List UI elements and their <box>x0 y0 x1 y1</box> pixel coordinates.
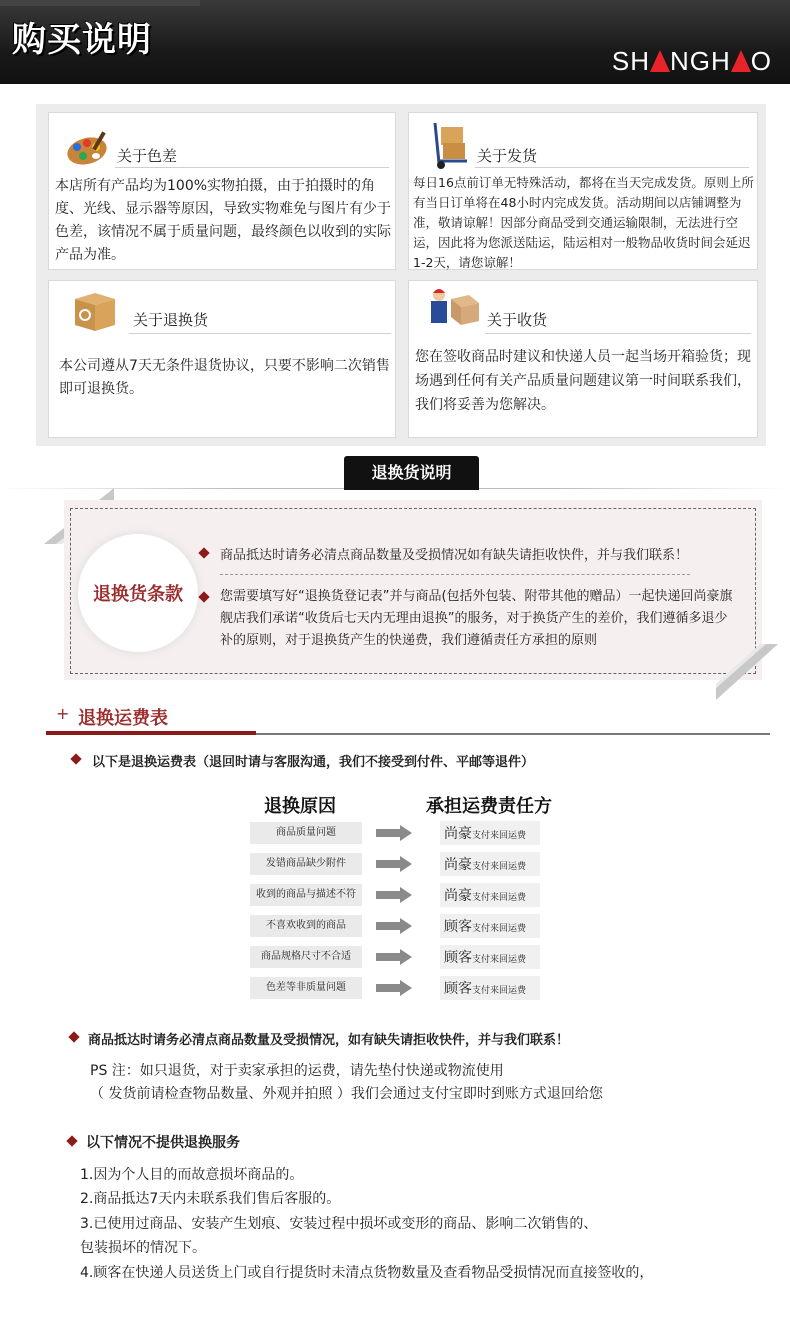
returns-section-tab: 退换货说明 <box>344 456 479 490</box>
fee-reason-cell: 不喜欢收到的商品 <box>250 915 362 937</box>
card-body: 每日16点前订单无特殊活动，都将在当天完成发货。原则上所有当日订单将在48小时内完成发货。活动期间以店铺调整为准，敬请谅解！因部分商品受到交通运输限制，无法进行空运，因此将为您派送陆运，陆运相对一般物品收货时间会延迟1-2天，请您谅解！ <box>413 175 754 270</box>
logo-triangle-icon <box>650 50 670 72</box>
no-service-item: 3.已使用过商品、安装产生划痕、安装过程中损坏或变形的商品、影响二次销售的、 <box>80 1216 598 1232</box>
terms-badge-label: 退换货条款 <box>93 584 183 605</box>
fee-responsible-cell <box>440 976 540 1000</box>
bullet-diamond-icon <box>70 753 81 764</box>
card-title: 关于退换货 <box>133 311 209 329</box>
fee-responsible-cell <box>440 945 540 969</box>
card-title: 关于收货 <box>487 311 548 329</box>
fee-reason-cell: 商品规格尺寸不合适 <box>250 946 362 968</box>
card-body: 本店所有产品均为100%实物拍摄，由于拍摄时的角度、光线、显示器等原因，导致实物难免与图片有少于色差，该情况不属于质量问题，最终颜色以收到的实际产品为准。 <box>55 178 391 263</box>
header-banner <box>0 0 790 84</box>
page-title: 购买说明 <box>12 20 152 60</box>
fee-reason-cell: 商品质量问题 <box>250 822 362 844</box>
fee-reason-cell: 色差等非质量问题 <box>250 977 362 999</box>
brand-part-1: SH <box>611 46 650 76</box>
responsible-note: 支付来回运费 <box>472 862 527 872</box>
no-service-item: 1.因为个人目的而故意损坏商品的。 <box>80 1167 304 1183</box>
brand-part-3: O <box>750 46 772 76</box>
no-service-item: 4.顾客在快递人员送货上门或自行提货时未清点货物数量及查看物品受损情况而直接签收的， <box>80 1265 654 1281</box>
responsible-note: 支付来回运费 <box>472 955 527 965</box>
card-title: 关于发货 <box>477 147 538 165</box>
terms-item-1: 商品抵达时请务必清点商品数量及受损情况如有缺失请拒收快件，并与我们联系！ <box>220 548 689 563</box>
courier-icon <box>425 285 483 333</box>
col-header-reason: 退换原因 <box>264 796 336 817</box>
card-title: 关于色差 <box>117 147 178 165</box>
hand-truck-icon <box>425 121 477 169</box>
card-shipping <box>408 112 758 270</box>
bullet-diamond-icon <box>66 1135 77 1146</box>
responsible-note: 支付来回运费 <box>472 831 527 841</box>
fee-reason-cell: 收到的商品与描述不符 <box>250 884 362 906</box>
divider <box>115 167 389 168</box>
header-stripe <box>0 0 200 6</box>
check-notice: 商品抵达时请务必清点商品数量及受损情况，如有缺失请拒收快件，并与我们联系！ <box>88 1033 570 1048</box>
fee-responsible-cell <box>440 852 540 876</box>
no-service-item: 2.商品抵达7天内未联系我们售后客服的。 <box>80 1191 341 1207</box>
bullet-diamond-icon <box>68 1031 79 1042</box>
responsible-note: 支付来回运费 <box>472 986 527 996</box>
arrow-right-icon <box>376 949 412 965</box>
responsible-party: 顾客 <box>444 981 472 997</box>
corner-fold-bottom-right <box>716 644 778 700</box>
card-color-difference <box>48 112 396 270</box>
palette-icon <box>65 129 111 169</box>
plus-icon: + <box>56 704 70 723</box>
responsible-note: 支付来回运费 <box>472 893 527 903</box>
divider <box>475 167 749 168</box>
fee-responsible-cell <box>440 821 540 845</box>
ps-note-line-2: （ 发货前请检查物品数量、外观并拍照 ）我们会通过支付宝即时到账方式退回给您 <box>90 1086 603 1102</box>
arrow-right-icon <box>376 887 412 903</box>
arrow-right-icon <box>376 856 412 872</box>
arrow-right-icon <box>376 980 412 996</box>
arrow-right-icon <box>376 825 412 841</box>
divider <box>129 333 391 334</box>
card-receiving <box>408 280 758 438</box>
no-service-item: 包装损坏的情况下。 <box>80 1240 206 1256</box>
brand-logo <box>612 46 772 77</box>
no-service-title: 以下情况不提供退换服务 <box>86 1135 240 1151</box>
ps-note-line-1: PS 注：如只退货，对于卖家承担的运费，请先垫付快递或物流使用 <box>90 1063 504 1079</box>
fee-responsible-cell <box>440 914 540 938</box>
responsible-party: 尚豪 <box>444 857 472 873</box>
logo-triangle-icon <box>731 50 751 72</box>
arrow-right-icon <box>376 918 412 934</box>
fee-section-title: 退换运费表 <box>78 708 168 729</box>
fee-intro: 以下是退换运费表（退回时请与客服沟通，我们不接受到付件、平邮等退件） <box>92 755 535 770</box>
responsible-party: 顾客 <box>444 950 472 966</box>
fee-responsible-cell <box>440 883 540 907</box>
terms-badge <box>78 534 198 652</box>
responsible-note: 支付来回运费 <box>472 924 527 934</box>
card-body: 您在签收商品时建议和快递人员一起当场开箱验货；现场遇到任何有关产品质量问题建议第一时间联系我们，我们将妥善为您解决。 <box>415 349 751 413</box>
section-underline-accent <box>46 731 256 735</box>
divider <box>485 333 751 334</box>
recycle-box-icon <box>71 287 119 333</box>
responsible-party: 尚豪 <box>444 888 472 904</box>
responsible-party: 顾客 <box>444 919 472 935</box>
card-body: 本公司遵从7天无条件退货协议，只要不影响二次销售即可退换货。 <box>59 358 390 397</box>
info-panel <box>36 104 766 446</box>
terms-box <box>64 500 762 680</box>
responsible-party: 尚豪 <box>444 826 472 842</box>
card-returns <box>48 280 396 438</box>
fee-reason-cell: 发错商品缺少附件 <box>250 853 362 875</box>
terms-item-2: 您需要填写好“退换货登记表”并与商品(包括外包装、附带其他的赠品）一起快递回尚豪旗舰店我们承诺“收货后七天内无理由退换”的服务，对于换货产生的差价，我们遵循多退少补的原则，对于退换货产生的快递费，我们遵循责任方承担的原则 <box>220 589 733 648</box>
terms-separator <box>220 574 690 575</box>
brand-part-2: NGH <box>669 46 731 76</box>
col-header-responsible: 承担运费责任方 <box>426 796 552 817</box>
